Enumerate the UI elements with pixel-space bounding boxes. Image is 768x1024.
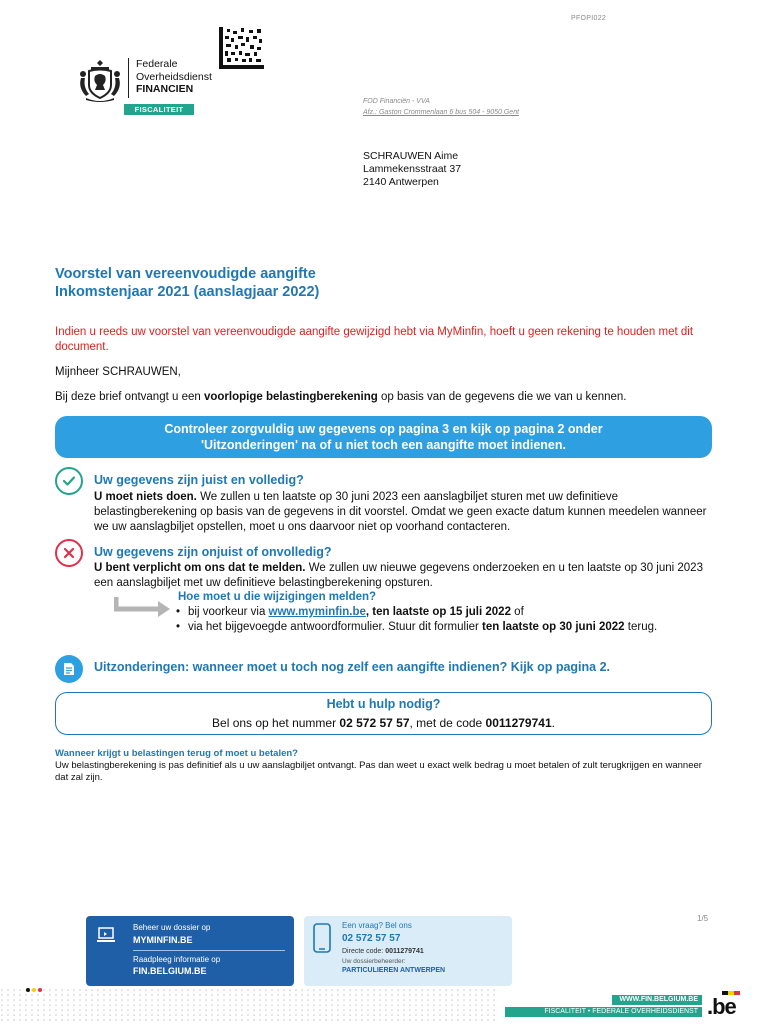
sender-line-2: Afz.: Gaston Crommenlaan 6 bus 504 - 9050 Gent: [363, 109, 520, 116]
sender-address: [363, 96, 519, 118]
logo-line-federale: Federale: [136, 58, 178, 70]
checkmark-icon: [55, 467, 83, 495]
salutation: Mijnheer SCHRAUWEN,: [55, 366, 181, 378]
help-heading: Hebt u hulp nodig?: [326, 697, 441, 711]
recipient-address: [363, 150, 461, 189]
logo-line-financien: FINANCIEN: [136, 83, 194, 95]
list-item: • via het bijgevoegde antwoordformulier. Stuur dit formulier ten laatste op 30 juni 2022 terug.: [176, 620, 658, 633]
bullet1-pre: bij voorkeur via: [188, 606, 269, 618]
intro-post: op basis van de gegevens die we van u kennen.: [377, 391, 627, 403]
correct-data-heading: Uw gegevens zijn juist en volledig?: [94, 473, 304, 487]
faq-text: Uw belastingberekening is pas definitief als u uw aanslagbiljet ontvangt. Pas dan weet u exact welk bedrag u moet betalen of zult terugkrijgen en wanneer dat zal zijn.: [55, 760, 702, 783]
footer-divider: [133, 950, 285, 951]
incorrect-data-bold: U bent verplicht om ons dat te melden.: [94, 562, 306, 574]
fin-belgium-url-badge[interactable]: WWW.FIN.BELGIUM.BE: [612, 995, 702, 1005]
banner-line-2: 'Uitzonderingen' na of u niet toch een aangifte moet indienen.: [201, 438, 566, 452]
decorative-dot-pattern: [0, 988, 768, 1024]
logo-line-overheidsdienst: Overheidsdienst: [136, 70, 212, 83]
correct-data-text: [94, 490, 714, 535]
exceptions-heading: Uitzonderingen: wanneer moet u toch nog zelf een aangifte indienen? Kijk op pagina 2.: [94, 660, 611, 674]
phone-icon: [312, 922, 332, 954]
cross-icon: [55, 539, 83, 567]
help-text: Bel ons op het nummer 02 572 57 57, met de code 0011279741.: [212, 716, 555, 730]
incorrect-data-body: We zullen uw nieuwe gegevens onderzoeken en u ten laatste op 30 juni 2023 een aanslagbiljet met uw definitieve belastingberekening opsturen.: [94, 562, 703, 589]
myminfin-warning: Indien u reeds uw voorstel van vereenvoudigde aangifte gewijzigd hebt via MyMinfin, hoeft u geen rekening te houden met dit document.: [55, 326, 694, 353]
fiscaliteit-badge: FISCALITEIT: [124, 104, 194, 115]
logo-divider: [128, 58, 129, 98]
fin-belgium-footer-link[interactable]: FIN.BELGIUM.BE: [133, 966, 207, 976]
intro-paragraph: [55, 391, 627, 403]
datamatrix-code: [219, 27, 264, 69]
contact-phone[interactable]: 02 572 57 57: [342, 933, 401, 944]
myminfin-footer-link[interactable]: MYMINFIN.BE: [133, 935, 193, 945]
bullet1-post: of: [510, 606, 524, 618]
banner-line-1: Controleer zorgvuldig uw gegevens op pagina 3 en kijk op pagina 2 onder: [164, 422, 603, 436]
intro-bold: voorlopige belastingberekening: [203, 391, 378, 403]
list-item: • bij voorkeur via www.myminfin.be, ten laatste op 15 juli 2022 of: [176, 606, 524, 618]
fiscaliteit-footer-line: FISCALITEIT • FEDERALE OVERHEIDSDIENST FINANCIËN: [505, 1007, 702, 1017]
intro-pre: Bij deze brief ontvangt u een: [55, 391, 204, 403]
page-number: 1/5: [697, 914, 709, 923]
sender-line-1: FOD Financiën - VVA: [363, 98, 430, 105]
title-line-2: Inkomstenjaar 2021 (aanslagjaar 2022): [55, 284, 320, 300]
document-icon: [55, 655, 83, 683]
be-logo: .be: [707, 994, 736, 1019]
recipient-name: SCHRAUWEN Aime: [363, 150, 459, 162]
direct-code: Directe code: 0011279741: [342, 948, 424, 955]
consult-info-label: Raadpleeg informatie op: [133, 955, 221, 964]
check-data-banner: [55, 416, 712, 458]
how-to-report-heading: Hoe moet u die wijzigingen melden?: [178, 591, 377, 603]
question-label: Een vraag? Bel ons: [342, 921, 412, 930]
belgian-crest-logo: [77, 58, 123, 102]
bullet2-deadline: ten laatste op 30 juni 2022: [482, 620, 625, 633]
incorrect-data-text: [94, 561, 714, 591]
bullet2-pre: via het bijgevoegde antwoordformulier. Stuur dit formulier: [188, 620, 483, 633]
dossier-manager: PARTICULIEREN ANTWERPEN: [342, 967, 446, 974]
arrow-right-icon: [114, 597, 174, 619]
recipient-city: 2140 Antwerpen: [363, 176, 439, 188]
document-title: [55, 265, 319, 301]
fod-logo-text: [136, 58, 212, 96]
report-methods-list: [176, 605, 716, 634]
contact-box: [304, 916, 512, 986]
myminfin-link[interactable]: www.myminfin.be: [268, 606, 366, 618]
dossier-manager-label: Uw dossierbeheerder:: [342, 958, 406, 965]
correct-data-bold: U moet niets doen.: [94, 491, 197, 503]
bullet1-deadline: , ten laatste op 15 juli 2022: [365, 606, 511, 618]
title-line-1: Voorstel van vereenvoudigde aangifte: [55, 266, 316, 282]
help-box: [55, 692, 712, 735]
bullet2-post: terug.: [624, 620, 658, 633]
help-code: 0011279741: [485, 716, 552, 730]
online-info-box: [86, 916, 294, 986]
recipient-street: Lammekensstraat 37: [363, 163, 462, 175]
incorrect-data-heading: Uw gegevens zijn onjuist of onvolledig?: [94, 545, 332, 559]
help-phone[interactable]: 02 572 57 57: [339, 716, 410, 730]
correct-data-body: We zullen u ten laatste op 30 juni 2023 een aanslagbiljet sturen met uw definitieve belastingberekening op basis van de gegevens in dit voorstel. Omdat we geen exacte datum kunnen meedelen wanneer we uw aanslagbiljet opstellen, moet u ons daarvoor niet op voorhand contacteren.: [94, 491, 707, 533]
reference-code: PFOPI022: [571, 15, 607, 22]
manage-dossier-label: Beheer uw dossier op: [133, 923, 211, 932]
laptop-icon: [96, 926, 116, 944]
faq-heading: Wanneer krijgt u belastingen terug of moet u betalen?: [55, 748, 298, 759]
